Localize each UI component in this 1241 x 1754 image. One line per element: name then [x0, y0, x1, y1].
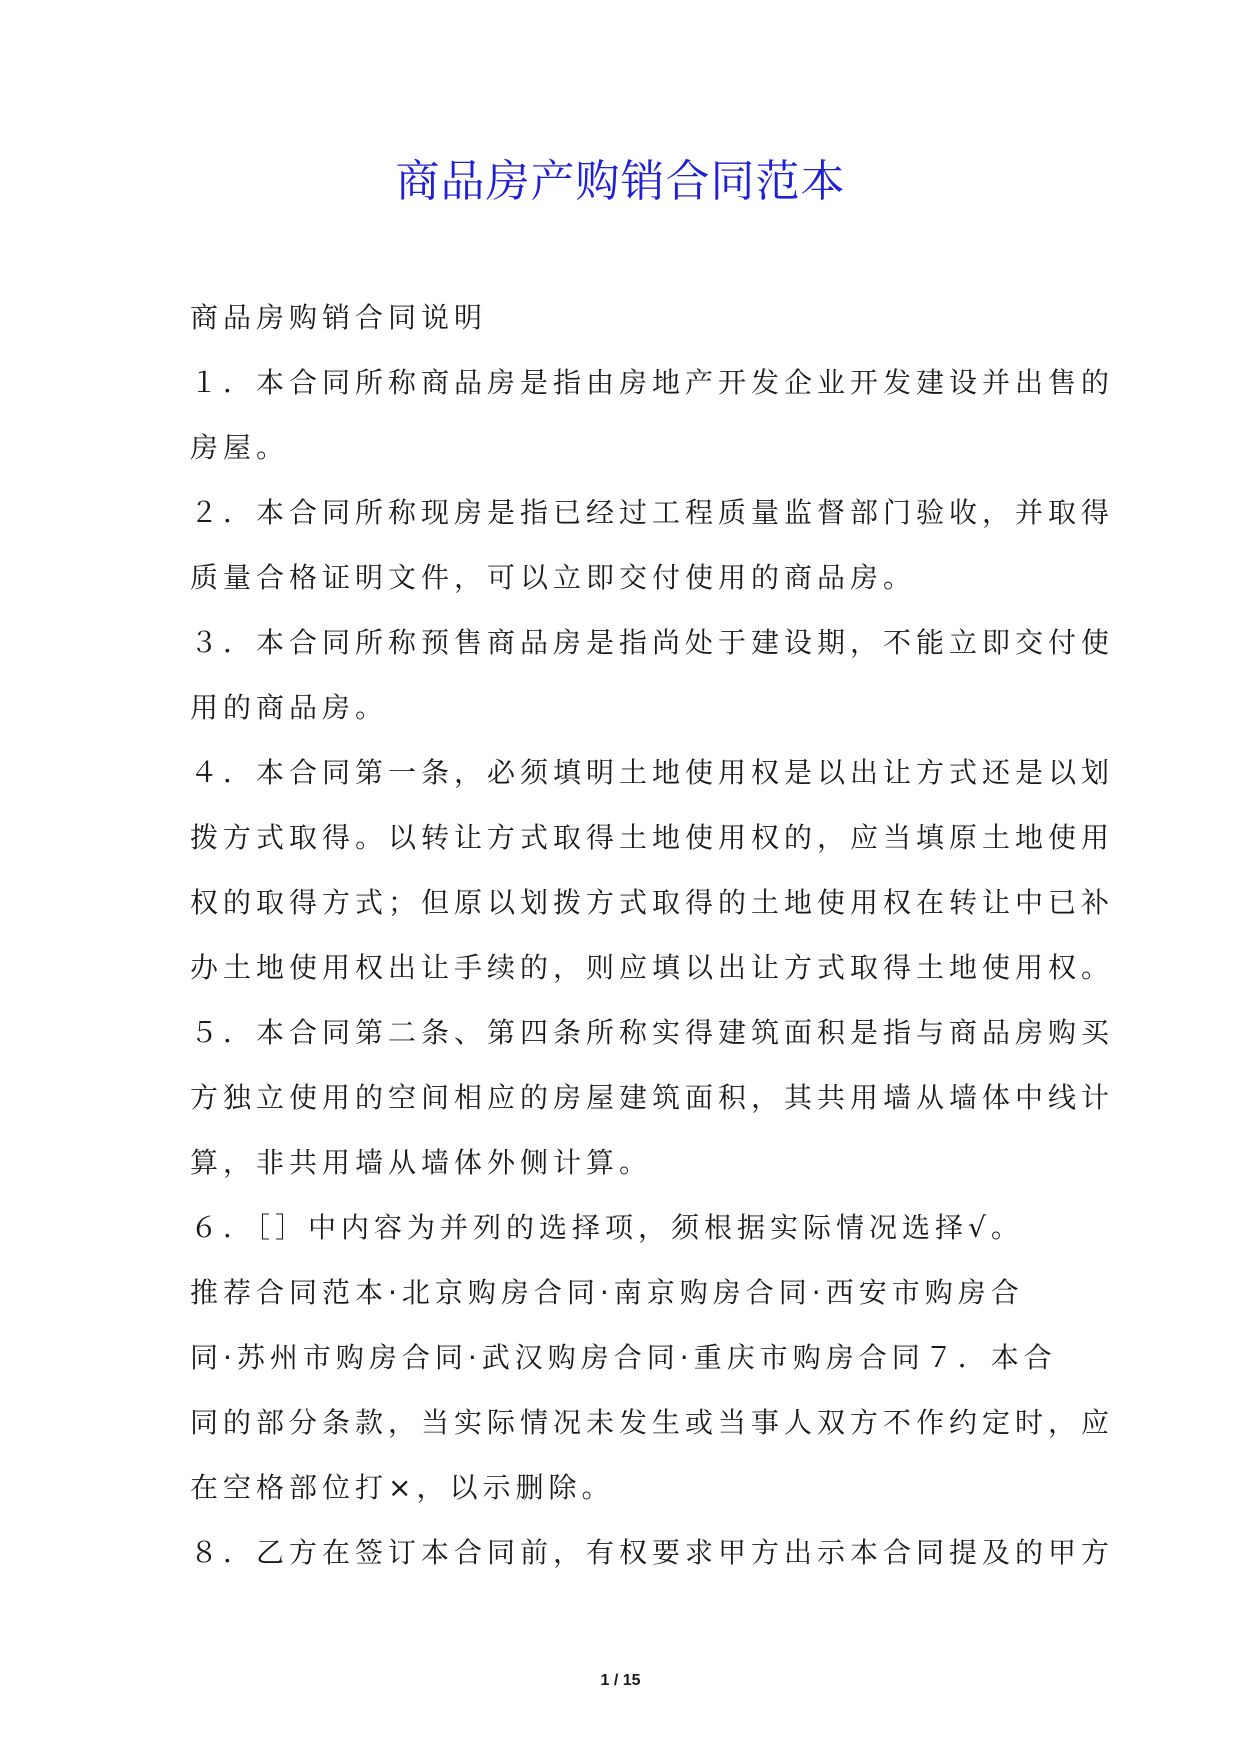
body-line: 方独立使用的空间相应的房屋建筑面积，其共用墙从墙体中线计: [190, 1081, 1115, 1114]
body-line: ４．本合同第一条，必须填明土地使用权是以出让方式还是以划: [190, 756, 1115, 789]
body-line: ８．乙方在签订本合同前，有权要求甲方出示本合同提及的甲方: [190, 1536, 1115, 1569]
page-number: 1 / 15: [600, 1672, 641, 1689]
body-line: 同·苏州市购房合同·武汉购房合同·重庆市购房合同７．本合: [190, 1341, 1057, 1374]
body-line: 用的商品房。: [190, 691, 389, 724]
body-line: ５．本合同第二条、第四条所称实得建筑面积是指与商品房购买: [190, 1016, 1115, 1049]
body-line: 推荐合同范本·北京购房合同·南京购房合同·西安市购房合: [190, 1276, 1024, 1309]
body-line: 算，非共用墙从墙体外侧计算。: [190, 1146, 653, 1179]
body-line: 拨方式取得。以转让方式取得土地使用权的，应当填原土地使用: [190, 821, 1115, 854]
body-line: 在空格部位打×，以示删除。: [190, 1471, 615, 1504]
body-line: 权的取得方式；但原以划拨方式取得的土地使用权在转让中已补: [190, 886, 1115, 919]
body-line: １．本合同所称商品房是指由房地产开发企业开发建设并出售的: [190, 366, 1115, 399]
body-line: 质量合格证明文件，可以立即交付使用的商品房。: [190, 561, 917, 594]
document-title: 商品房产购销合同范本: [395, 156, 846, 207]
body-line: ６．［］中内容为并列的选择项，须根据实际情况选择√。: [190, 1211, 1024, 1244]
body-line: 同的部分条款，当实际情况未发生或当事人双方不作约定时，应: [190, 1406, 1115, 1439]
body-line: ２．本合同所称现房是指已经过工程质量监督部门验收，并取得: [190, 496, 1115, 529]
document-body: [190, 285, 1115, 1585]
body-line: ３．本合同所称预售商品房是指尚处于建设期，不能立即交付使: [190, 626, 1115, 659]
body-line: 商品房购销合同说明: [190, 301, 488, 334]
body-line: 办土地使用权出让手续的，则应填以出让方式取得土地使用权。: [190, 951, 1115, 984]
body-line: 房屋。: [190, 431, 290, 464]
